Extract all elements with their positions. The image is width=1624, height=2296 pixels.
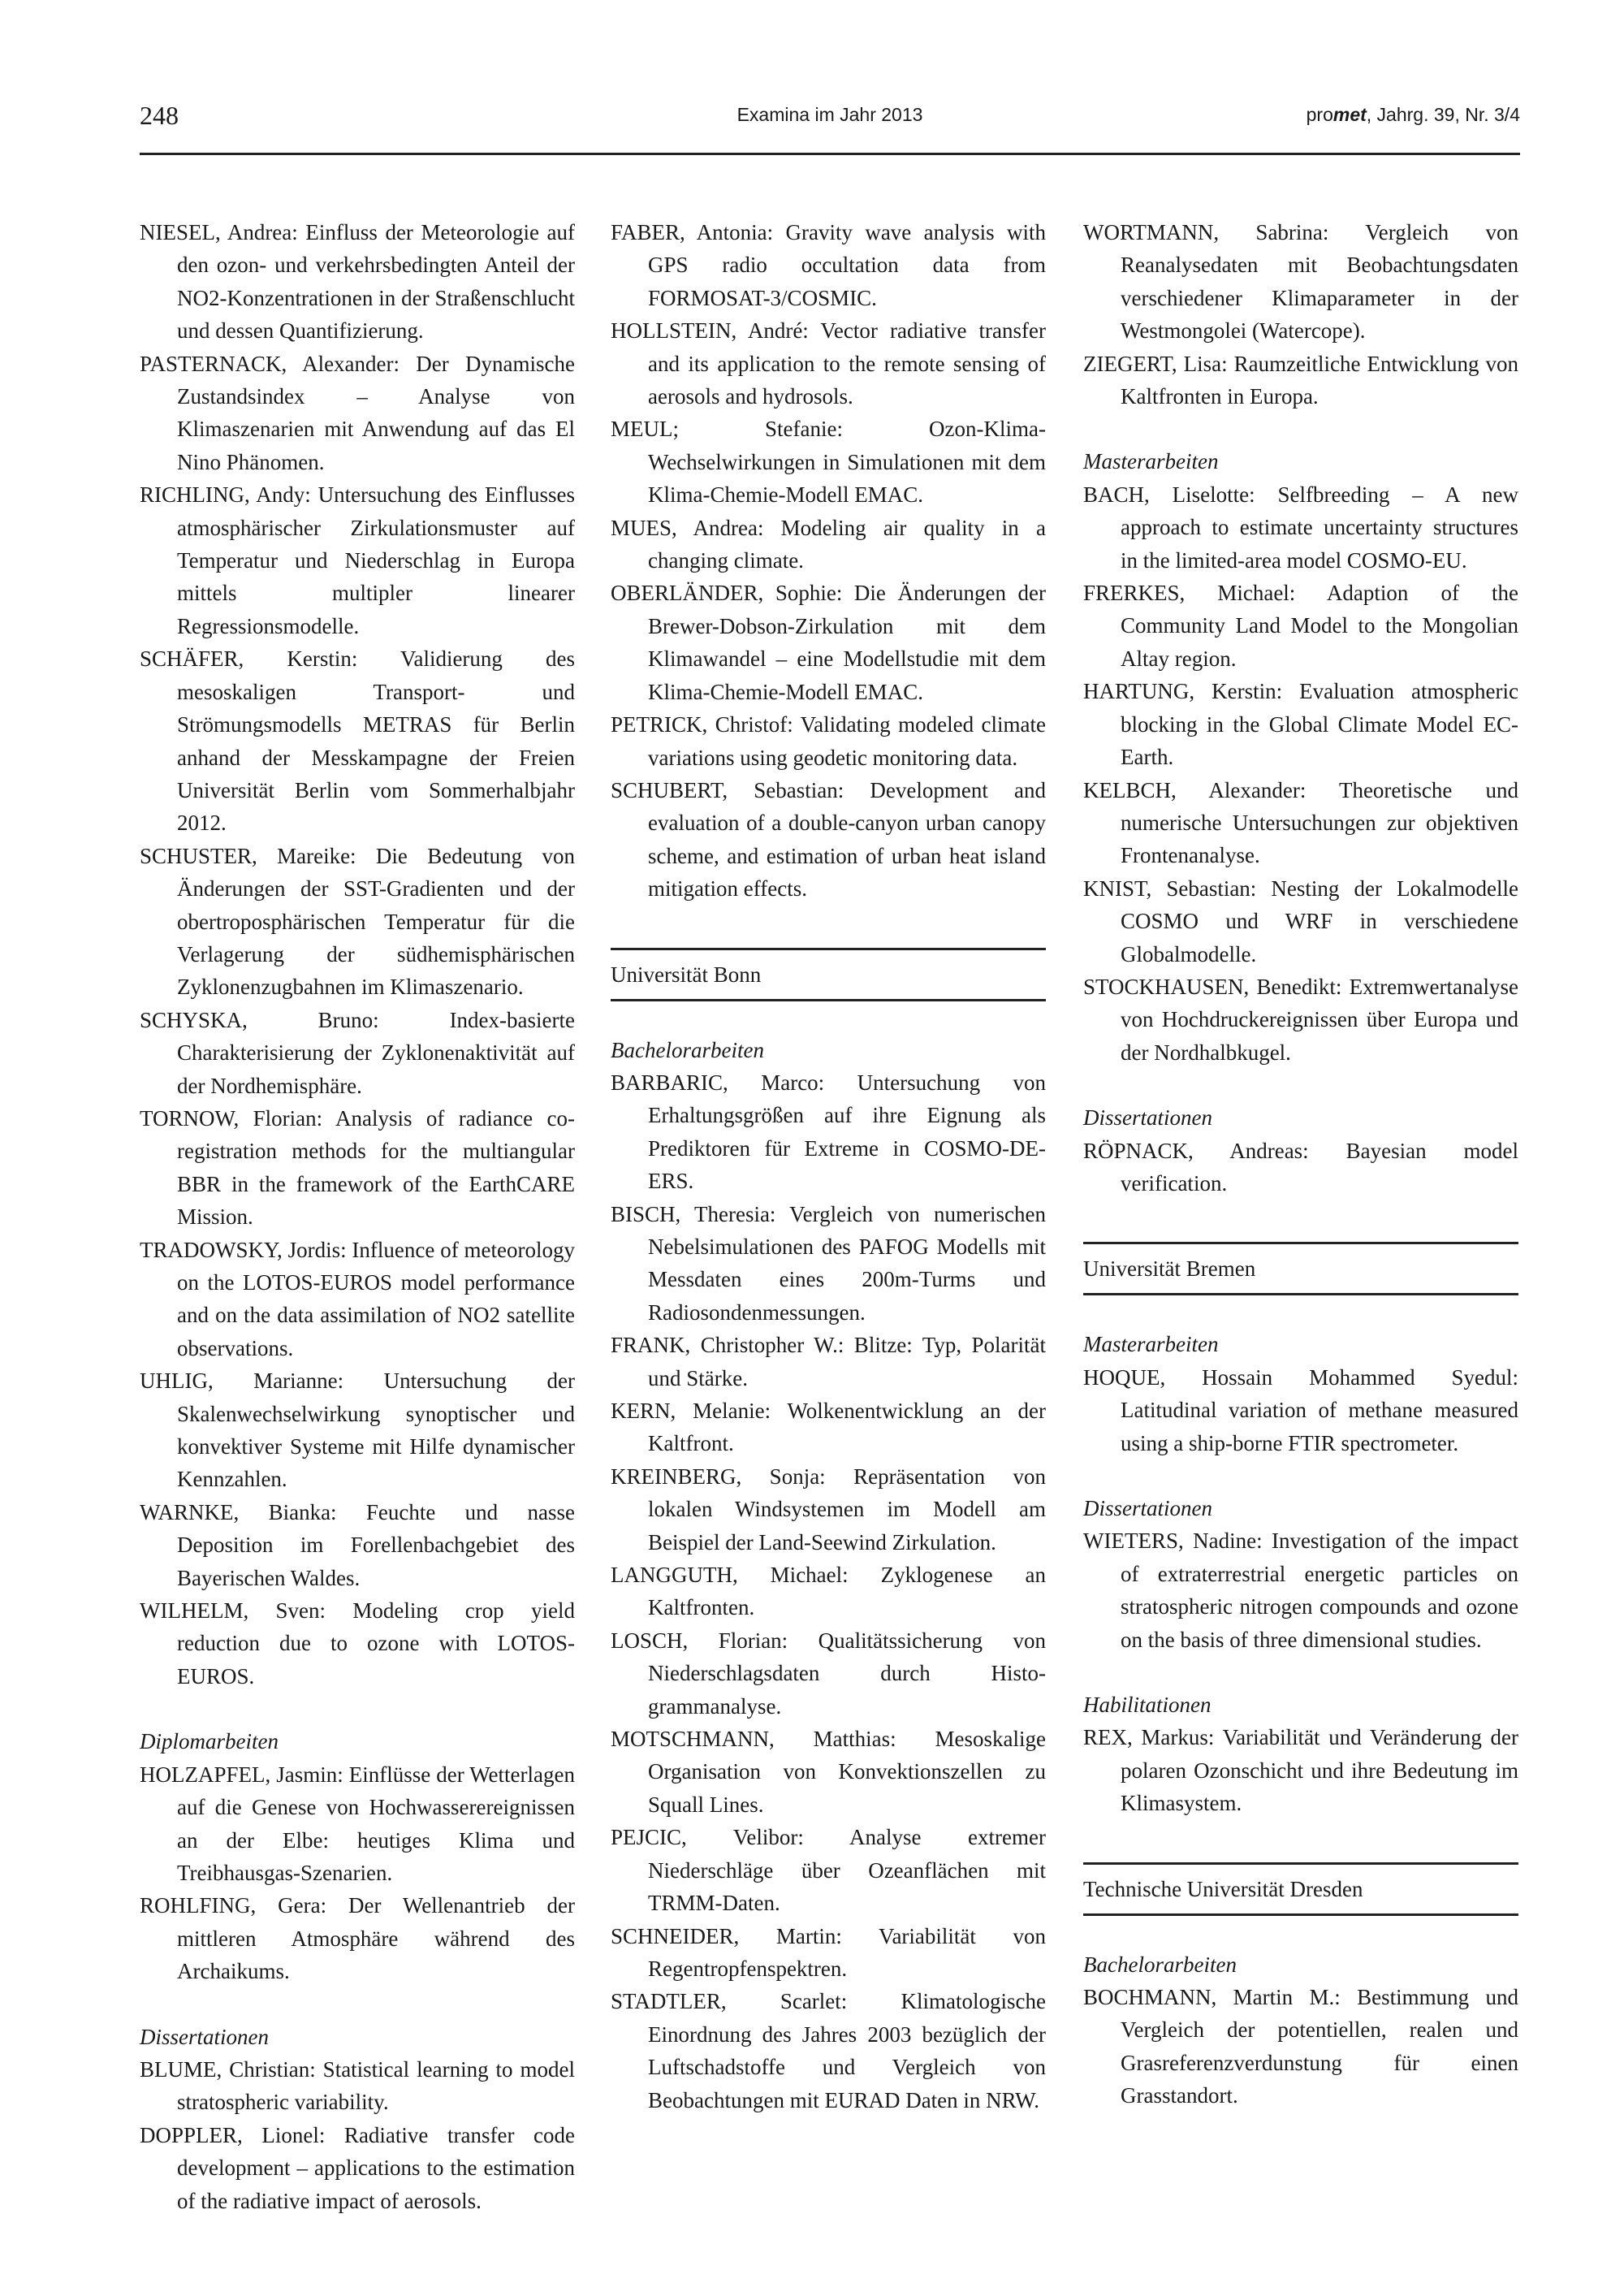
list-item: WILHELM, Sven: Modeling crop yield reduction due to ozone with LOTOS-EUROS. (140, 1598, 575, 1688)
list-item: STADTLER, Scarlet: Klimatologische Einordnung des Jahres 2003 bezüglich der Luftschadstoffe und Vergleich von Beobachtungen mit EURAD Daten in NRW. (611, 1989, 1046, 2112)
journal-reference (1307, 104, 1520, 126)
journal-prefix: pro (1306, 104, 1333, 125)
list-item: MEUL; Stefanie: Ozon-Klima-Wechselwirkungen in Simulationen mit dem Klima-Chemie-Modell EMAC. (611, 417, 1046, 508)
list-item: BISCH, Theresia: Vergleich von numerischen Nebelsimulationen des PAFOG Modells mit Messdaten eines 200m-Turms und Radiosondenmessungen. (611, 1201, 1046, 1325)
section-heading-bremen: Universität Bremen (1083, 1242, 1518, 1295)
subheading-dissertationen: Dissertationen (1083, 1105, 1212, 1131)
list-item: HOLLSTEIN, André: Vector radiative transfer and its application to the remote sensing of aerosols and hydrosols. (611, 318, 1046, 409)
list-item: HARTUNG, Kerstin: Evaluation atmospheric blocking in the Global Climate Model EC-Earth. (1083, 679, 1518, 770)
list-item: KNIST, Sebastian: Nesting der Lokalmodelle COSMO und WRF in verschiedene Globalmodelle. (1083, 876, 1518, 966)
list-item: SCHYSKA, Bruno: Index-basierte Charakterisierung der Zyklonenaktivität auf der Nordhemisphäre. (140, 1007, 575, 1098)
list-item: SCHUSTER, Mareike: Die Bedeutung von Änderungen der SST-Gradienten und der obertroposphärischen Temperatur für die Verlagerung der südhemisphärischen Zyklonenzugbahnen im Klimaszenario. (140, 843, 575, 1000)
list-item: FRERKES, Michael: Adaption of the Community Land Model to the Mongolian Altay region. (1083, 581, 1518, 671)
subheading-diplomarbeiten: Diplomarbeiten (140, 1729, 279, 1754)
list-item: RÖPNACK, Andreas: Bayesian model verification. (1083, 1138, 1518, 1196)
list-item: SCHUBERT, Sebastian: Development and evaluation of a double-canyon urban canopy scheme, and estimation of urban heat island mitigation effects. (611, 777, 1046, 902)
column-middle (611, 216, 1046, 2117)
list-item: HOLZAPFEL, Jasmin: Einflüsse der Wetterlagen auf die Genese von Hochwasserereignissen an der Elbe: heutiges Klima und Treibhausgas-Szenarien. (140, 1762, 575, 1885)
list-item: WARNKE, Bianka: Feuchte und nasse Deposition im Forellenbachgebiet des Bayerischen Waldes. (140, 1499, 575, 1590)
list-item: KERN, Melanie: Wolkenentwicklung an der Kaltfront. (611, 1399, 1046, 1456)
list-item: PEJCIC, Velibor: Analyse extremer Niederschläge über Ozeanflächen mit TRMM-Daten. (611, 1825, 1046, 1916)
journal-issue: , Jahrg. 39, Nr. 3/4 (1366, 104, 1520, 125)
header-rule (140, 153, 1520, 155)
column-right (1083, 216, 1518, 2112)
list-item: MOTSCHMANN, Matthias: Mesoskalige Organisation von Konvektionszellen zu Squall Lines. (611, 1727, 1046, 1817)
subheading-masterarbeiten: Masterarbeiten (1083, 449, 1219, 474)
list-item: BACH, Liselotte: Selfbreeding – A new approach to estimate uncertainty structures in the limited-area model COSMO-EU. (1083, 482, 1518, 573)
list-item: FABER, Antonia: Gravity wave analysis with GPS radio occultation data from FORMOSAT-3/COSMIC. (611, 220, 1046, 310)
list-item: BARBARIC, Marco: Untersuchung von Erhaltungsgrößen auf ihre Eignung als Prediktoren für Extreme in COSMO-DE-ERS. (611, 1070, 1046, 1194)
page-number: 248 (140, 101, 179, 130)
list-item: RICHLING, Andy: Untersuchung des Einflusses atmosphärischer Zirkulationsmuster auf Temperatur und Niederschlag in Europa mittels multipler linearer Regressionsmodelle. (140, 482, 575, 638)
section-heading-dresden: Technische Universität Dresden (1083, 1862, 1518, 1916)
list-item: LANGGUTH, Michael: Zyklogenese an Kaltfronten. (611, 1563, 1046, 1620)
list-item: HOQUE, Hossain Mohammed Syedul: Latitudinal variation of methane measured using a ship-borne FTIR spectrometer. (1083, 1364, 1518, 1455)
list-item: WIETERS, Nadine: Investigation of the impact of extraterrestrial energetic particles on stratospheric nitrogen compounds and ozone on the basis of three dimensional studies. (1083, 1529, 1518, 1652)
page-header (140, 101, 1520, 136)
list-item: PASTERNACK, Alexander: Der Dynamische Zustandsindex – Analyse von Klimaszenarien mit Anwendung auf das El Nino Phänomen. (140, 351, 575, 474)
list-item: BOCHMANN, Martin M.: Bestimmung und Vergleich der potentiellen, realen und Grasreferenzverdunstung für einen Grasstandort. (1083, 1985, 1518, 2108)
list-item: NIESEL, Andrea: Einfluss der Meteorologie auf den ozon- und verkehrsbedingten Anteil der NO2-Konzentrationen in der Straßenschlucht und dessen Quantifizierung. (140, 220, 575, 344)
list-item: UHLIG, Marianne: Untersuchung der Skalenwechselwirkung synoptischer und konvektiver Systeme mit Hilfe dynamischer Kennzahlen. (140, 1369, 575, 1492)
subheading-habilitationen: Habilitationen (1083, 1693, 1212, 1718)
list-item: STOCKHAUSEN, Benedikt: Extremwertanalyse von Hochdruckereignissen über Europa und der Nordhalbkugel. (1083, 974, 1518, 1065)
list-item: MUES, Andrea: Modeling air quality in a changing climate. (611, 515, 1046, 573)
list-item: FRANK, Christopher W.: Blitze: Typ, Polarität und Stärke. (611, 1333, 1046, 1390)
subheading-bachelorarbeiten: Bachelorarbeiten (611, 1037, 764, 1062)
section-heading-bonn: Universität Bonn (611, 948, 1046, 1001)
list-item: SCHNEIDER, Martin: Variabilität von Regentropfenspektren. (611, 1923, 1046, 1981)
list-item: WORTMANN, Sabrina: Vergleich von Reanalysedaten mit Beobachtungsdaten verschiedener Klimaparameter in der Westmongolei (Watercope). (1083, 220, 1518, 344)
list-item: SCHÄFER, Kerstin: Validierung des mesoskaligen Transport- und Strömungsmodells METRAS für Berlin anhand der Messkampagne der Freien Universität Berlin vom Sommerhalbjahr 2012. (140, 646, 575, 836)
list-item: ROHLFING, Gera: Der Wellenantrieb der mittleren Atmosphäre während des Archaikums. (140, 1893, 575, 1984)
journal-bold: met (1332, 104, 1367, 125)
subheading-masterarbeiten: Masterarbeiten (1083, 1332, 1219, 1357)
subheading-dissertationen: Dissertationen (140, 2024, 269, 2049)
list-item: OBERLÄNDER, Sophie: Die Änderungen der Brewer-Dobson-Zirkulation mit dem Klimawandel – eine Modellstudie mit dem Klima-Chemie-Modell EMAC. (611, 581, 1046, 704)
list-item: ZIEGERT, Lisa: Raumzeitliche Entwicklung von Kaltfronten in Europa. (1083, 351, 1518, 409)
list-item: DOPPLER, Lionel: Radiative transfer code development – applications to the estimation of the radiative impact of aerosols. (140, 2122, 575, 2213)
list-item: PETRICK, Christof: Validating modeled climate variations using geodetic monitoring data. (611, 712, 1046, 770)
subheading-bachelorarbeiten: Bachelorarbeiten (1083, 1952, 1237, 1977)
subheading-dissertationen: Dissertationen (1083, 1496, 1212, 1520)
list-item: KELBCH, Alexander: Theoretische und numerische Untersuchungen zur objektiven Frontenanalyse. (1083, 777, 1518, 868)
list-item: BLUME, Christian: Statistical learning to model stratospheric variability. (140, 2056, 575, 2115)
list-item: KREINBERG, Sonja: Repräsentation von lokalen Windsystemen im Modell am Beispiel der Land-Seewind Zirkulation. (611, 1464, 1046, 1554)
list-item: TRADOWSKY, Jordis: Influence of meteorology on the LOTOS-EUROS model performance and on the data assimilation of NO2 satellite observations. (140, 1237, 575, 1360)
list-item: REX, Markus: Variabilität und Veränderung der polaren Ozonschicht und ihre Bedeutung im Klimasystem. (1083, 1725, 1518, 1816)
list-item: TORNOW, Florian: Analysis of radiance co-registration methods for the multiangular BBR in the framework of the EarthCARE Mission. (140, 1105, 575, 1230)
column-left (140, 216, 575, 2217)
list-item: LOSCH, Florian: Qualitätssicherung von Niederschlagsdaten durch Histo-grammanalyse. (611, 1628, 1046, 1719)
running-title: Examina im Jahr 2013 (736, 104, 923, 125)
